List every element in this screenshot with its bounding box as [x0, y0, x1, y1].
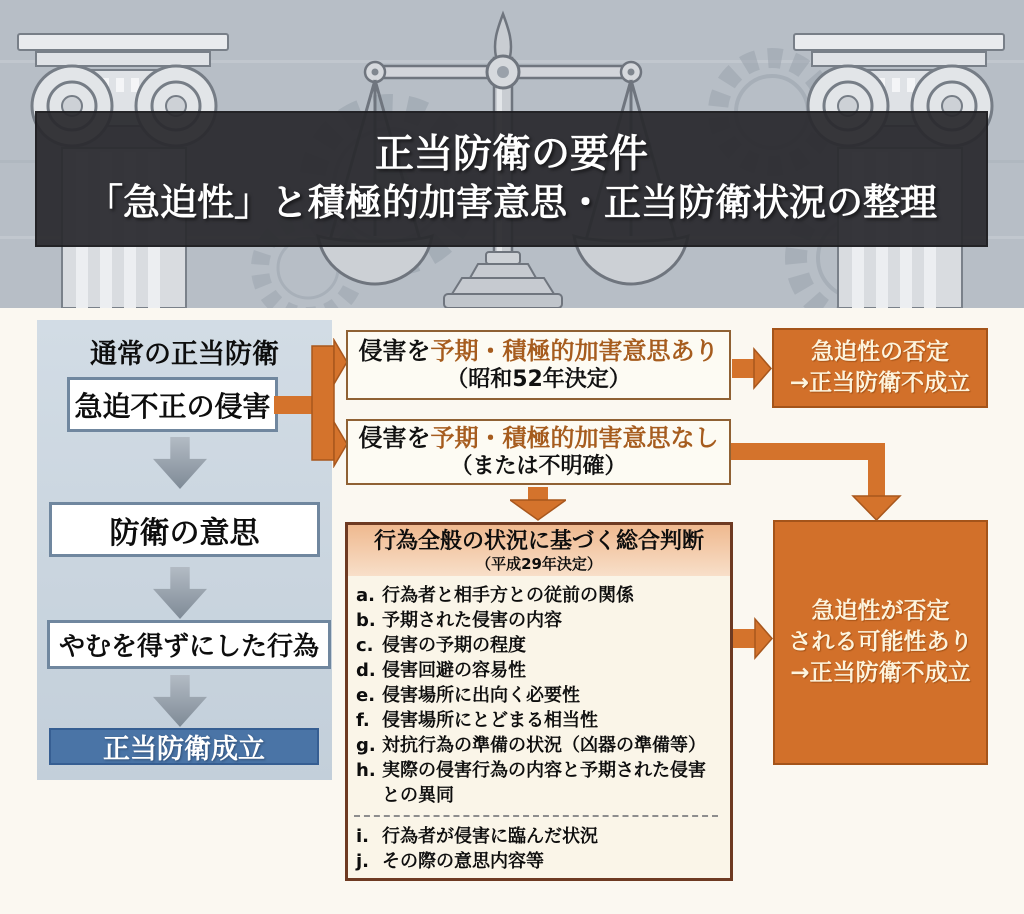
- denial-outcome-box: [772, 328, 988, 408]
- judgment-item: [356, 733, 722, 758]
- possible-denial-outcome-box: [773, 520, 988, 765]
- judgment-factor-list: [348, 583, 730, 808]
- judgment-item: [356, 658, 722, 683]
- panel-title: 通常の正当防衛: [90, 339, 279, 370]
- judgment-item: [356, 608, 722, 633]
- judgment-item-label: i.: [356, 826, 370, 848]
- possible-denial-line: →正当防衛不成立: [790, 660, 971, 687]
- step-box-unavoidable-act: やむを得ずにした行為: [47, 620, 331, 669]
- title-banner: [35, 111, 988, 247]
- expectation-no-emphasis: 予期・積極的加害意思なし: [430, 424, 719, 453]
- expectation-yes-note: （昭和52年決定）: [446, 367, 631, 393]
- denial-line: 急迫性の否定: [811, 338, 949, 365]
- judgment-item-label: a.: [356, 585, 375, 607]
- judgment-item: [356, 708, 722, 733]
- step-box-defense-intent: 防衛の意思: [49, 502, 320, 557]
- list-divider: [354, 815, 718, 817]
- judgment-item-text: 侵害回避の容易性: [382, 660, 526, 682]
- judgment-factor-list-extra: [348, 824, 730, 874]
- judgment-item-text: 侵害場所に出向く必要性: [382, 685, 580, 707]
- possible-denial-line: される可能性あり: [788, 628, 973, 655]
- comprehensive-judgment-subtitle: （平成29年決定）: [476, 555, 602, 574]
- judgment-item-label: g.: [356, 735, 376, 757]
- possible-denial-line: 急迫性が否定: [811, 597, 950, 624]
- judgment-item: [356, 683, 722, 708]
- judgment-item-label: h.: [356, 760, 376, 782]
- page-title: 正当防衛の要件: [374, 132, 648, 178]
- judgment-item-text: その際の意思内容等: [382, 851, 544, 873]
- page-subtitle: 「急迫性」と積極的加害意思・正当防衛状況の整理: [86, 181, 937, 225]
- expectation-yes-emphasis: 予期・積極的加害意思あり: [430, 337, 719, 366]
- judgment-item: [356, 583, 722, 608]
- judgment-item: [356, 758, 722, 808]
- judgment-item-text: 対抗行為の準備の状況（凶器の準備等）: [382, 735, 706, 757]
- judgment-item-label: d.: [356, 660, 376, 682]
- flow-arrow-down-icon: [153, 675, 207, 727]
- judgment-item-text: 侵害の予期の程度: [382, 635, 526, 657]
- denial-line: →正当防衛不成立: [789, 370, 971, 396]
- arrow-right-orange-icon: [733, 616, 773, 661]
- expectation-yes-prefix: 侵害を: [358, 337, 431, 366]
- expectation-no-box: [346, 419, 731, 485]
- judgment-item-label: c.: [356, 635, 374, 657]
- expectation-no-note: （または不明確）: [450, 454, 627, 480]
- judgment-item-label: f.: [356, 710, 370, 732]
- expectation-yes-line: [359, 336, 719, 366]
- header-illustration: [0, 0, 1024, 308]
- expectation-no-line: [359, 423, 719, 453]
- flow-arrow-down-icon: [153, 437, 207, 489]
- judgment-item-label: e.: [356, 685, 376, 707]
- judgment-item-text: 侵害場所にとどまる相当性: [382, 710, 598, 732]
- elbow-arrow-icon: [731, 438, 911, 522]
- judgment-item-text: 行為者が侵害に臨んだ状況: [382, 826, 598, 848]
- judgment-item-text: 行為者と相手方との従前の関係: [382, 585, 634, 607]
- step-box-imminent-infringement: 急迫不正の侵害: [67, 377, 278, 432]
- result-box-defense-established: 正当防衛成立: [49, 728, 319, 765]
- branch-arrow-icon: [274, 338, 348, 468]
- judgment-item-label: b.: [356, 610, 376, 632]
- arrow-down-orange-icon: [510, 487, 566, 521]
- expectation-no-prefix: 侵害を: [358, 424, 431, 453]
- comprehensive-judgment-title: 行為全般の状況に基づく総合判断: [373, 529, 704, 554]
- judgment-item-text: 予期された侵害の内容: [382, 610, 562, 632]
- arrow-right-orange-icon: [732, 346, 772, 391]
- comprehensive-judgment-box: [345, 522, 733, 881]
- judgment-item: [356, 849, 722, 874]
- flow-arrow-down-icon: [153, 567, 207, 619]
- judgment-item: [356, 633, 722, 658]
- judgment-item-text: 実際の侵害行為の内容と予期された侵害との異同: [382, 760, 706, 807]
- judgment-item: [356, 824, 722, 849]
- judgment-item-label: j.: [356, 851, 370, 873]
- expectation-yes-box: [346, 330, 731, 400]
- comprehensive-judgment-header: [348, 525, 730, 576]
